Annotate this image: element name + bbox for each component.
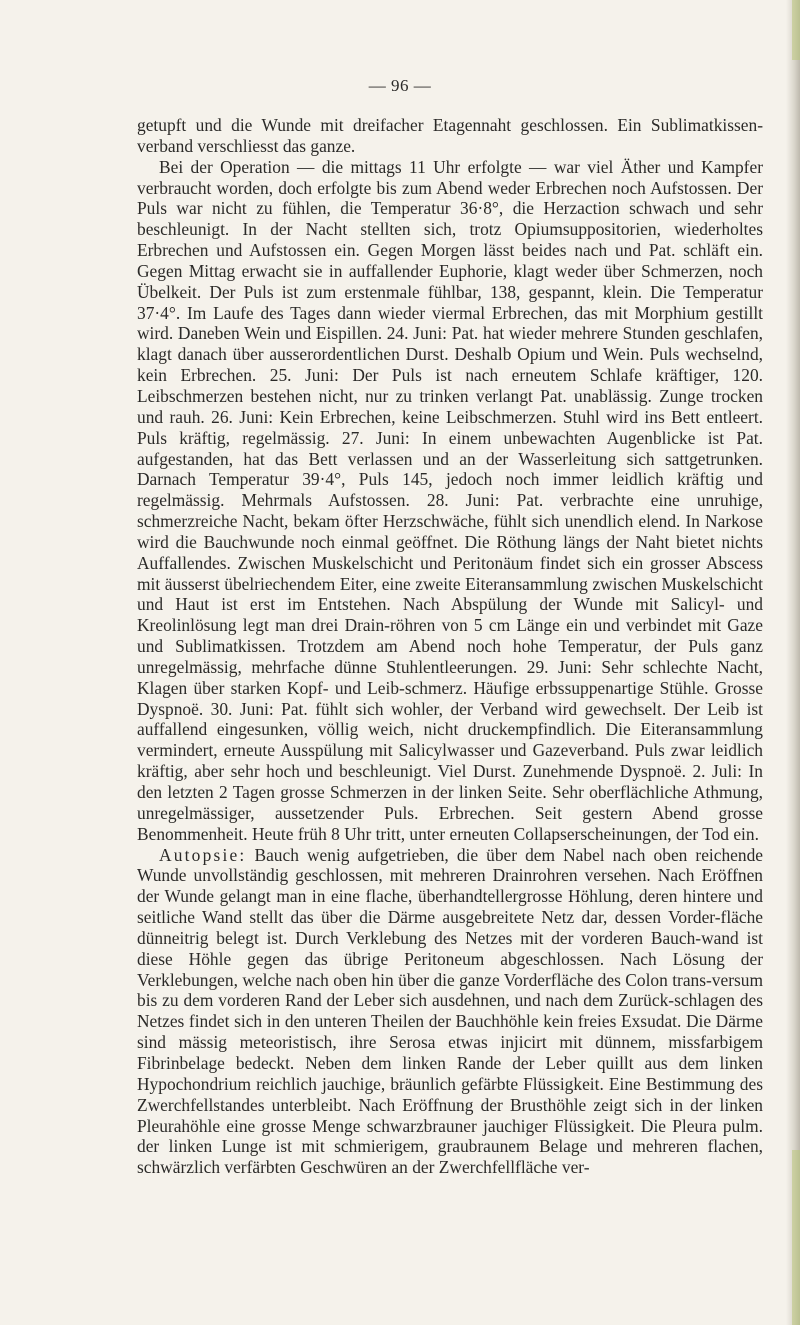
page-number: — 96 — — [368, 76, 432, 95]
page-edge-shadow — [786, 0, 800, 1325]
paragraph-continuation: getupft und die Wunde mit dreifacher Etagennaht geschlossen. Ein Sublimatkissen-verband verschliesst das ganze. — [137, 115, 763, 156]
body-text — [137, 115, 763, 1178]
autopsy-text: Bauch wenig aufgetrieben, die über dem Nabel nach oben reichende Wunde unvollständig geschlossen, mit mehreren Drainrohren versehen. Nach Eröffnen der Wunde gelangt man in eine flache, überhandtellergrosse Höhlung, deren hintere und seitliche Wand stellt das über die Därme ausgebreitete Netz dar, dessen Vorder-fläche dünneitrig belegt ist. Durch Verklebung des Netzes mit der vorderen Bauch-wand ist diese Höhle gegen das übrige Peritoneum abgeschlossen. Nach Lösung der Verklebungen, welche nach oben hin über die ganze Vorderfläche des Colon trans-versum bis zu dem vorderen Rand der Leber sich ausdehnen, und nach dem Zurück-schlagen des Netzes findet sich in den unteren Theilen der Bauchhöhle kein freies Exsudat. Die Därme sind mässig meteoristisch, ihre Serosa etwas injicirt mit dünnem, missfarbigem Fibrinbelage bedeckt. Neben dem linken Rande der Leber quillt aus dem linken Hypochondrium reichlich jauchige, bräunlich gefärbte Flüssigkeit. Eine Bestimmung des Zwerchfellstandes unterbleibt. Nach Eröffnung der Brusthöhle zeigt sich in der linken Pleurahöhle eine grosse Menge schwarzbrauner jauchiger Flüssigkeit. Die Pleura pulm. der linken Lunge ist mit schmierigem, graubraunem Belage und mehreren flachen, schwärzlich verfärbten Geschwüren an der Zwerchfellfläche ver- — [137, 844, 763, 1178]
page-edge-stain-lower — [792, 1150, 800, 1325]
page-edge-stain — [792, 0, 800, 60]
paragraph-case-history: Bei der Operation — die mittags 11 Uhr erfolgte — war viel Äther und Kampfer verbraucht worden, doch erfolgte bis zum Abend weder Erbrechen noch Aufstossen. Der Puls war nicht zu fühlen, die Temperatur 36·8°, die Herzaction schwach und sehr beschleunigt. In der Nacht stellten sich, trotz Opiumsuppositorien, wiederholtes Erbrechen und Aufstossen ein. Gegen Morgen lässt beides nach und Pat. schläft ein. Gegen Mittag erwacht sie in auffallender Euphorie, klagt weder über Schmerzen, noch Übelkeit. Der Puls ist zum erstenmale fühlbar, 138, gespannt, klein. Die Temperatur 37·4°. Im Laufe des Tages dann wieder viermal Erbrechen, das mit Morphium gestillt wird. Daneben Wein und Eispillen. 24. Juni: Pat. hat wieder mehrere Stunden geschlafen, klagt danach über ausserordentlichen Durst. Deshalb Opium und Wein. Puls wechselnd, kein Erbrechen. 25. Juni: Der Puls ist nach erneutem Schlafe kräftiger, 120. Leibschmerzen bestehen nicht, nur zu trinken verlangt Pat. unablässig. Zunge trocken und rauh. 26. Juni: Kein Erbrechen, keine Leibschmerzen. Stuhl wird ins Bett entleert. Puls kräftig, regelmässig. 27. Juni: In einem unbewachten Augenblicke ist Pat. aufgestanden, hat das Bett verlassen und an der Wasserleitung sich sattgetrunken. Darnach Temperatur 39·4°, Puls 145, jedoch noch immer leidlich kräftig und regelmässig. Mehrmals Aufstossen. 28. Juni: Pat. verbrachte eine unruhige, schmerzreiche Nacht, bekam öfter Herzschwäche, fühlt sich unendlich elend. In Narkose wird die Bauchwunde noch einmal geöffnet. Die Röthung längs der Naht bietet nichts Auffallendes. Zwischen Muskelschicht und Peritonäum findet sich ein grosser Abscess mit äusserst übelriechendem Eiter, eine zweite Eiteransammlung zwischen Muskelschicht und Haut ist erst im Entstehen. Nach Abspülung der Wunde mit Salicyl- und Kreolinlösung legt man drei Drain-röhren von 5 cm Länge ein und verbindet mit Gaze und Sublimatkissen. Trotzdem am Abend noch hohe Temperatur, der Puls ganz unregelmässig, mehrfache dünne Stuhlentleerungen. 29. Juni: Sehr schlechte Nacht, Klagen über starken Kopf- und Leib-schmerz. Häufige erbssuppenartige Stühle. Grosse Dyspnoë. 30. Juni: Pat. fühlt sich wohler, der Verband wird gewechselt. Der Leib ist auffallend eingesunken, völlig weich, nicht druckempfindlich. Die Eiteransammlung vermindert, erneute Ausspülung mit Salicylwasser und Gazeverband. Puls zwar leidlich kräftig, aber sehr hoch und beschleunigt. Viel Durst. Zunehmende Dyspnoë. 2. Juli: In den letzten 2 Tagen grosse Schmerzen in der linken Seite. Sehr oberflächliche Athmung, unregelmässiger, aussetzender Puls. Erbrechen. Seit gestern Abend grosse Benommenheit. Heute früh 8 Uhr tritt, unter erneuten Collapserscheinungen, der Tod ein. — [137, 156, 763, 844]
paragraph-autopsy — [137, 845, 763, 1179]
autopsy-heading: Autopsie: — [159, 844, 247, 865]
